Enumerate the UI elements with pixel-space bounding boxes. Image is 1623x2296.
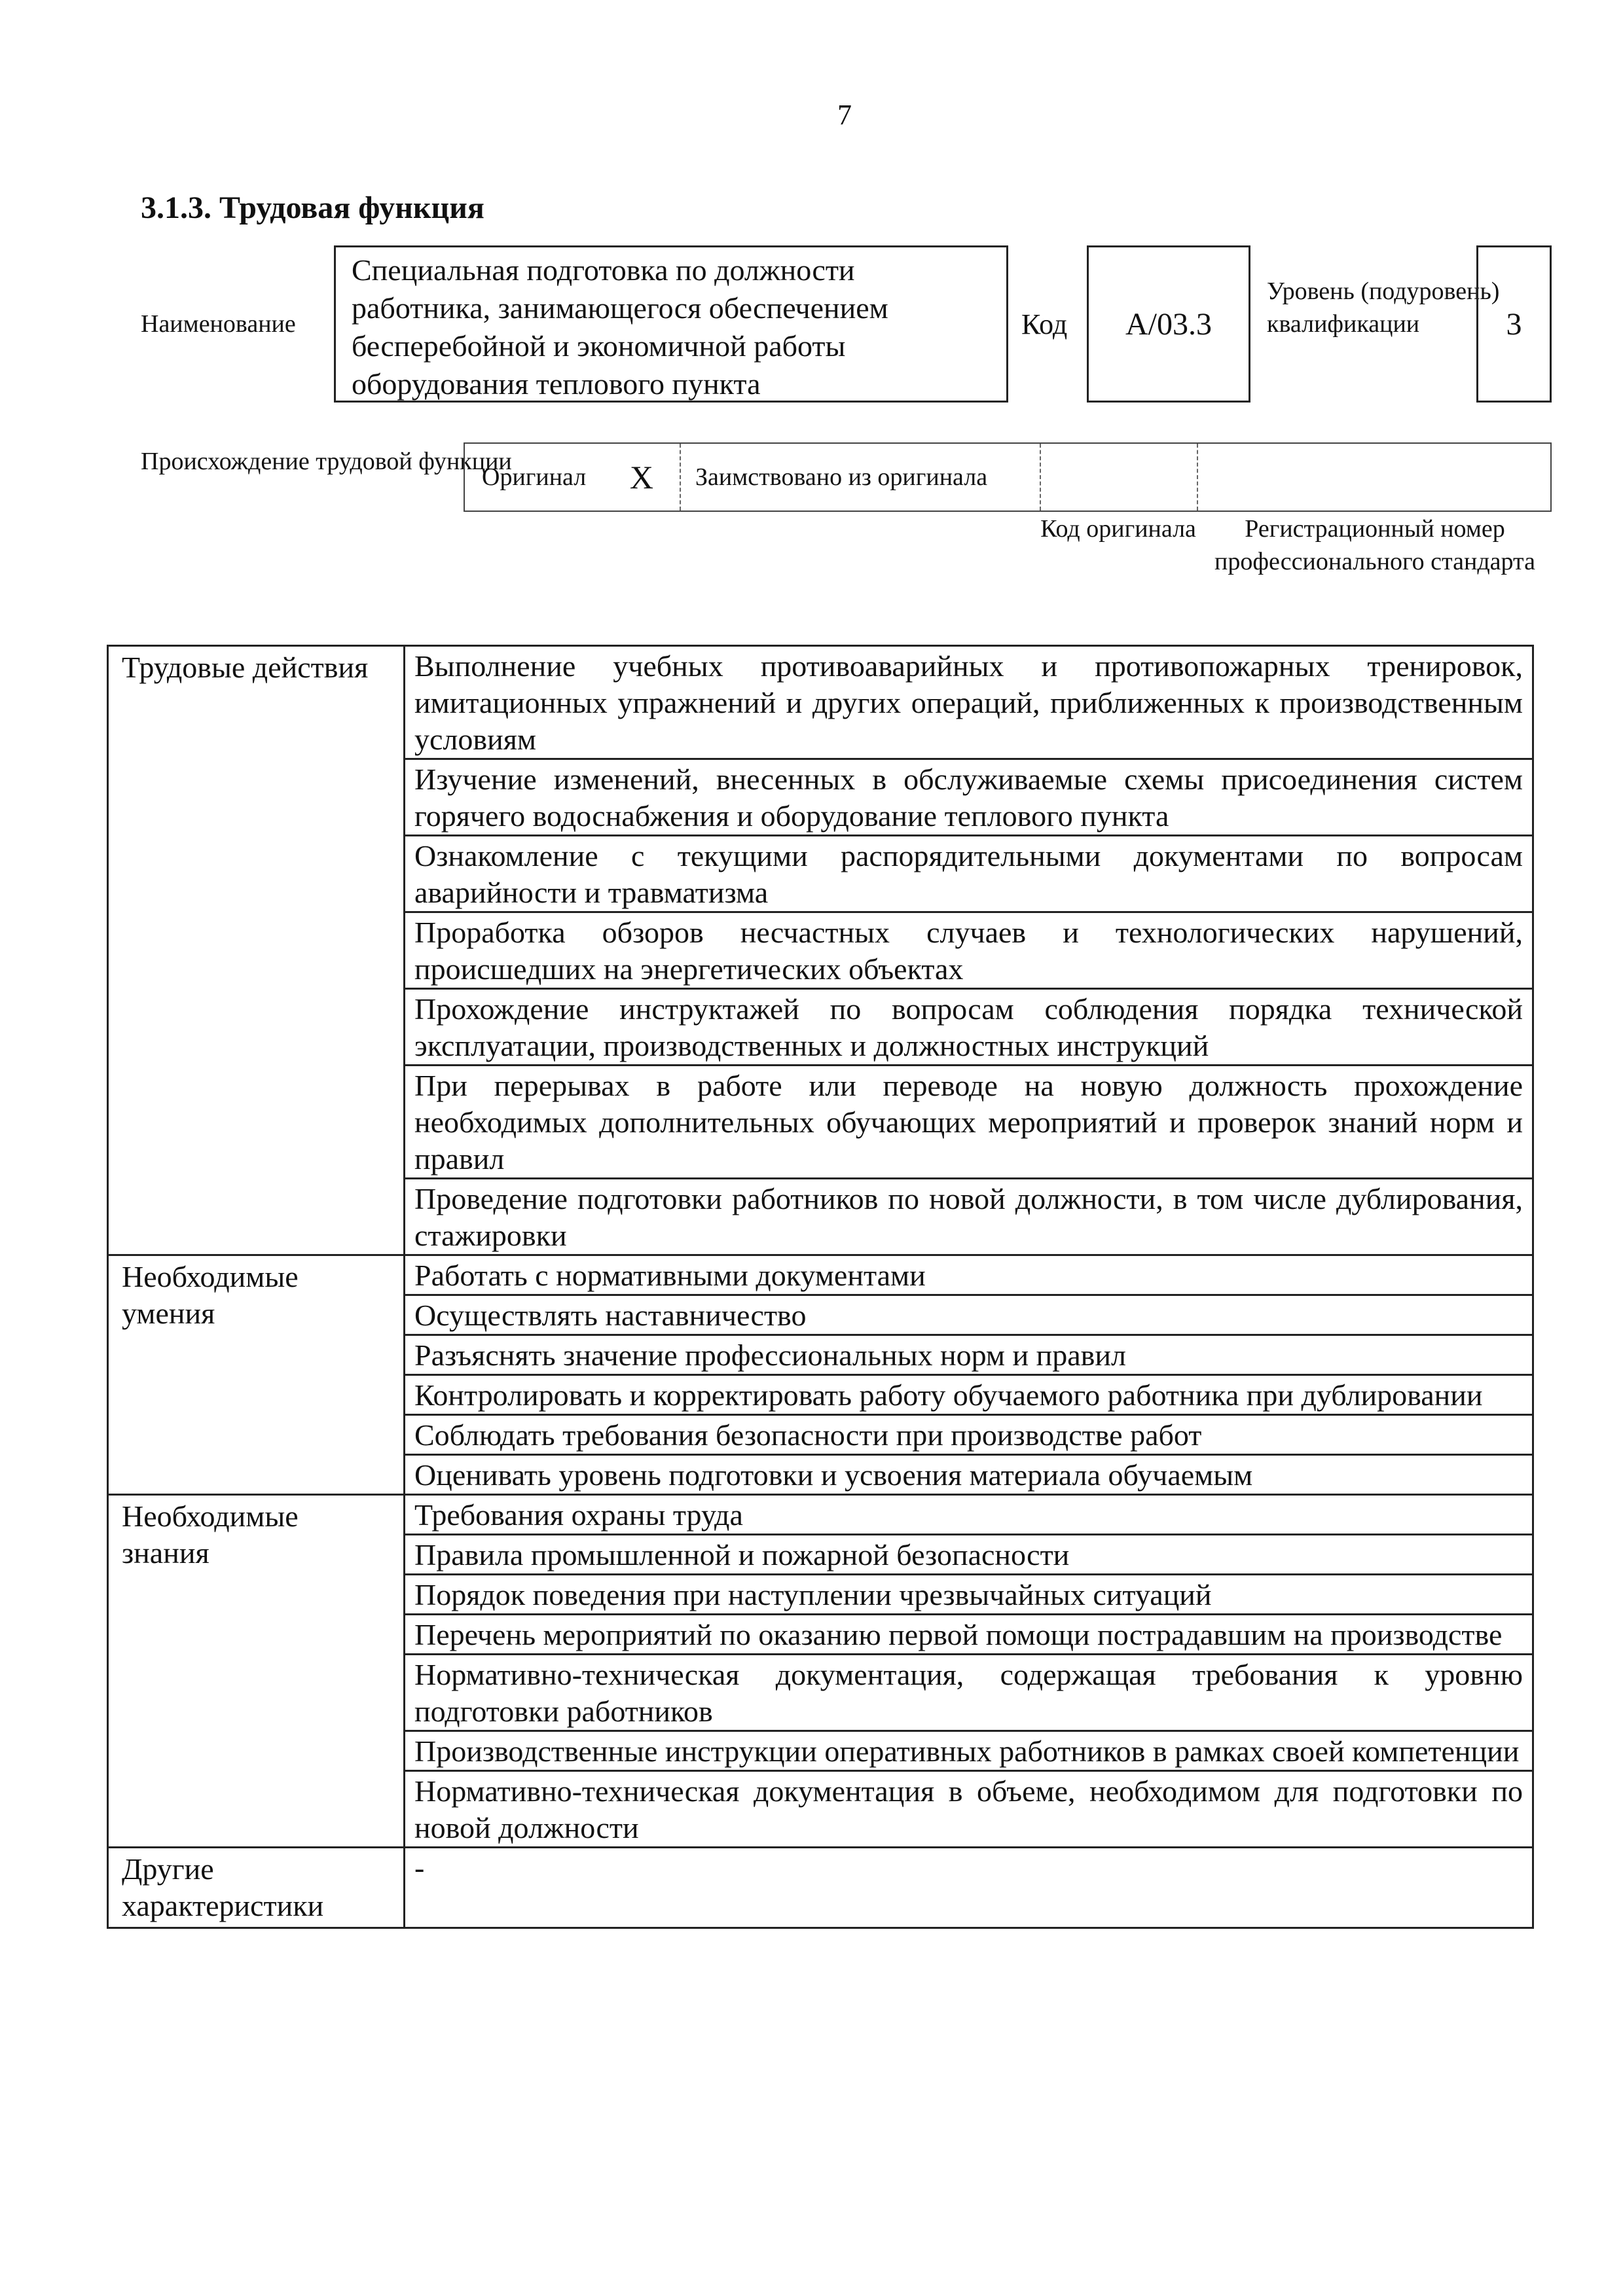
origin-original-mark: Х [629, 459, 653, 495]
origin-original-cell [465, 444, 681, 511]
level-value: 3 [1506, 306, 1522, 342]
labor-actions-category: Трудовые действия [108, 646, 405, 1255]
section-title: 3.1.3. Трудовая функция [141, 190, 484, 225]
table-cell-item: Прохождение инструктажей по вопросам соблюдения порядка технической эксплуатации, производственных и должностных инструкций [405, 989, 1533, 1066]
table-row [108, 1495, 1533, 1535]
table-cell-item: Работать с нормативными документами [405, 1255, 1533, 1295]
origin-code-caption: Код оригинала [1040, 515, 1196, 543]
origin-original-label: Оригинал [482, 463, 587, 491]
page-number: 7 [837, 99, 852, 131]
origin-reg-caption: Регистрационный номер профессионального стандарта [1214, 515, 1535, 575]
table-row [108, 646, 1533, 759]
table-cell-item: - [405, 1848, 1533, 1928]
table-cell-item: Контролировать и корректировать работу обучаемого работника при дублировании [405, 1375, 1533, 1415]
origin-borrowed-label: Заимствовано из оригинала [695, 463, 988, 491]
code-label: Код [1021, 308, 1068, 340]
function-name-box: Специальная подготовка по должности работника, занимающегося обеспечением бесперебойной и экономичной работы оборудования теплового пункта [334, 245, 1008, 403]
origin-row [464, 442, 1552, 512]
table-cell-item: Оценивать уровень подготовки и усвоения материала обучаемым [405, 1455, 1533, 1495]
table-cell-item: Выполнение учебных противоаварийных и противопожарных тренировок, имитационных упражнений и других операций, приближенных к производственным условиям [405, 646, 1533, 759]
table-cell-item: Производственные инструкции оперативных работников в рамках своей компетенции [405, 1731, 1533, 1771]
table-cell-item: Перечень мероприятий по оказанию первой помощи пострадавшим на производстве [405, 1615, 1533, 1655]
table-row [108, 1848, 1533, 1928]
table-cell-item: Нормативно-техническая документация, содержащая требования к уровню подготовки работников [405, 1655, 1533, 1731]
table-cell-item: Проведение подготовки работников по новой должности, в том числе дублирования, стажировки [405, 1179, 1533, 1255]
origin-borrowed-cell [681, 444, 1041, 511]
function-code-value: А/03.3 [1125, 306, 1212, 342]
name-label: Наименование [141, 310, 296, 338]
table-cell-item: Осуществлять наставничество [405, 1295, 1533, 1335]
table-cell-item: Изучение изменений, внесенных в обслуживаемые схемы присоединения систем горячего водоснабжения и оборудование теплового пункта [405, 759, 1533, 836]
table-cell-item: Порядок поведения при наступлении чрезвычайных ситуаций [405, 1575, 1533, 1615]
table-cell-item: Нормативно-техническая документация в объеме, необходимом для подготовки по новой должности [405, 1771, 1533, 1848]
required-knowledge-category: Необходимые знания [108, 1495, 405, 1848]
table-cell-item: Ознакомление с текущими распорядительными документами по вопросам аварийности и травматизма [405, 836, 1533, 912]
table-cell-item: Соблюдать требования безопасности при производстве работ [405, 1415, 1533, 1455]
function-code-box [1087, 245, 1250, 403]
function-details-table [107, 645, 1534, 1929]
level-label: Уровень (подуровень) квалификации [1267, 278, 1500, 338]
origin-label: Происхождение трудовой функции [141, 448, 512, 475]
origin-code-cell [1041, 444, 1198, 511]
level-box [1476, 245, 1552, 403]
required-skills-category: Необходимые умения [108, 1255, 405, 1495]
other-characteristics-category: Другие характеристики [108, 1848, 405, 1928]
table-cell-item: Проработка обзоров несчастных случаев и технологических нарушений, происшедших на энергетических объектах [405, 912, 1533, 989]
origin-reg-cell [1198, 444, 1550, 511]
table-cell-item: При перерывах в работе или переводе на новую должность прохождение необходимых дополнительных обучающих мероприятий и проверок знаний норм и правил [405, 1066, 1533, 1179]
table-cell-item: Разъяснять значение профессиональных норм и правил [405, 1335, 1533, 1375]
table-cell-item: Требования охраны труда [405, 1495, 1533, 1535]
table-row [108, 1255, 1533, 1295]
table-cell-item: Правила промышленной и пожарной безопасности [405, 1535, 1533, 1575]
